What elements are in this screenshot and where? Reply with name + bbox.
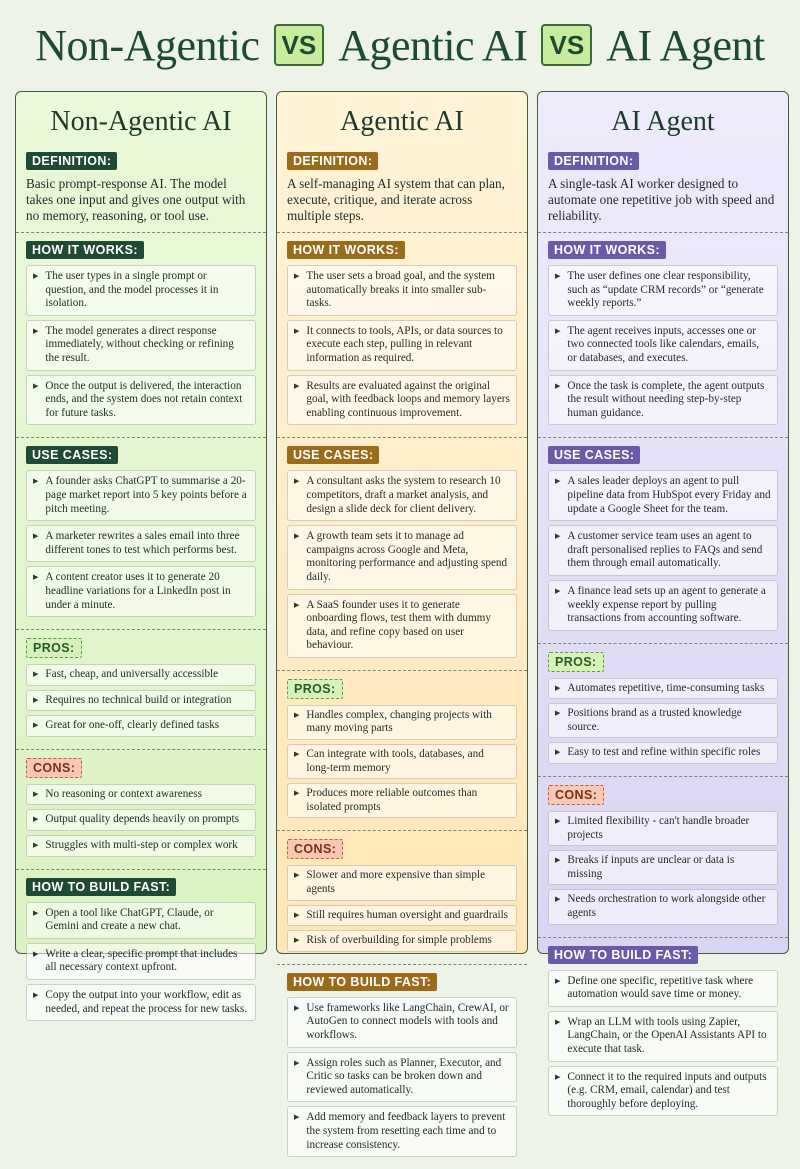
triangle-bullet-icon: ▶: [294, 910, 300, 919]
triangle-bullet-icon: ▶: [555, 817, 561, 826]
use-cases-label: USE CASES:: [548, 446, 640, 464]
triangle-bullet-icon: ▶: [33, 949, 39, 958]
list-item-text: Still requires human oversight and guardrails: [306, 908, 509, 921]
list-item: [26, 470, 256, 521]
list-item-text: A customer service team uses an agent to draft personalised replies to FAQs and send them through email automatically.: [567, 530, 763, 570]
triangle-bullet-icon: ▶: [555, 477, 561, 486]
list-item-text: Copy the output into your workflow, edit as needed, and repeat the process for new tasks.: [45, 989, 247, 1015]
list-item-text: Struggles with multi-step or complex work: [45, 839, 238, 852]
list-item-text: Breaks if inputs are unclear or data is missing: [567, 854, 735, 880]
list-item: [26, 835, 256, 857]
list-item-text: Define one specific, repetitive task where automation would save time or money.: [567, 974, 754, 1001]
list-item-text: Easy to test and refine within specific roles: [567, 746, 761, 759]
list-item: [287, 525, 517, 589]
list-item-text: A founder asks ChatGPT to summarise a 20-page market report into 5 key points before a pitch meeting.: [45, 475, 247, 515]
list-item: [548, 320, 778, 371]
list-item: [548, 1011, 778, 1062]
triangle-bullet-icon: ▶: [555, 381, 561, 390]
list-item: [548, 811, 778, 846]
list-item: [26, 984, 256, 1021]
list-item-text: A SaaS founder uses it to generate onboarding flows, test them with dummy data, and refine copy based on user behaviour.: [306, 598, 491, 652]
list-item: [26, 525, 256, 562]
list-item: [548, 265, 778, 316]
list-item-text: A finance lead sets up an agent to generate a weekly expense report by pulling transactions from accounting software.: [567, 584, 766, 625]
triangle-bullet-icon: ▶: [33, 815, 39, 824]
list-item: [26, 664, 256, 686]
list-item-text: A content creator uses it to generate 20 headline variations for a LinkedIn post in under a minute.: [45, 571, 231, 611]
triangle-bullet-icon: ▶: [294, 1003, 300, 1012]
triangle-bullet-icon: ▶: [33, 670, 39, 679]
use-cases-section: [16, 438, 266, 630]
triangle-bullet-icon: ▶: [33, 381, 39, 390]
definition-section: [277, 144, 527, 233]
list-item: [26, 809, 256, 831]
list-item-text: The user types in a single prompt or question, and the model processes it in isolation.: [45, 270, 219, 310]
list-item-text: Write a clear, specific prompt that includes all necessary context upfront.: [45, 947, 238, 974]
how-to-build-fast-label: HOW TO BUILD FAST:: [548, 946, 698, 964]
list-item-text: Needs orchestration to work alongside other agents: [567, 893, 766, 920]
cons-label: CONS:: [287, 839, 343, 859]
list-item-text: Slower and more expensive than simple agents: [306, 869, 486, 896]
list-item: [26, 566, 256, 617]
list-item: [287, 265, 517, 316]
list-item-text: Use frameworks like LangChain, CrewAI, or AutoGen to connect models with tools and workflows.: [306, 1001, 509, 1041]
pros-section: [538, 644, 788, 777]
definition-text: Basic prompt-response AI. The model takes one input and gives one output with no memory, reasoning, or tool use.: [26, 176, 246, 223]
column-agentic-ai: [276, 91, 528, 1151]
list-item-text: Risk of overbuilding for simple problems: [306, 934, 492, 947]
list-item-text: A growth team sets it to manage ad campaigns across Google and Meta, monitoring performance and adjusting spend daily.: [306, 530, 508, 583]
how-to-build-fast-section: [16, 870, 266, 1034]
how-it-works-label: HOW IT WORKS:: [548, 241, 666, 259]
how-to-build-fast-section: [538, 938, 788, 1129]
triangle-bullet-icon: ▶: [33, 272, 39, 280]
list-item-text: Connect it to the required inputs and outputs (e.g. CRM, email, calendar) and test thoroughly before deploying.: [567, 1070, 767, 1110]
triangle-bullet-icon: ▶: [555, 709, 561, 718]
list-item-text: Once the task is complete, the agent outputs the result without needing step-by-step human guidance.: [567, 379, 765, 419]
list-item-text: Wrap an LLM with tools using Zapier, LangChain, or the OpenAI Assistants API to execute that task.: [567, 1015, 767, 1055]
triangle-bullet-icon: ▶: [33, 908, 39, 917]
list-item-text: The user sets a broad goal, and the system automatically breaks it into smaller sub-tasks.: [306, 270, 495, 310]
how-it-works-section: [538, 233, 788, 438]
triangle-bullet-icon: ▶: [33, 789, 39, 798]
column-title: Agentic AI: [340, 106, 464, 137]
use-cases-section: [277, 438, 527, 671]
list-item: [548, 525, 778, 576]
list-item-text: The agent receives inputs, accesses one or two connected tools like calendars, emails, or databases, and executes.: [567, 324, 760, 364]
list-item: [287, 470, 517, 521]
how-it-works-label: HOW IT WORKS:: [26, 241, 144, 259]
triangle-bullet-icon: ▶: [33, 695, 39, 704]
vs-badge: VS: [541, 24, 592, 66]
list-item: [287, 320, 517, 371]
triangle-bullet-icon: ▶: [555, 1017, 561, 1026]
pros-section: [16, 630, 266, 750]
how-to-build-fast-section: [277, 965, 527, 1169]
list-item-text: No reasoning or context awareness: [45, 787, 202, 800]
triangle-bullet-icon: ▶: [294, 1058, 300, 1067]
triangle-bullet-icon: ▶: [294, 326, 300, 335]
definition-section: [538, 144, 788, 233]
list-item: [287, 783, 517, 818]
triangle-bullet-icon: ▶: [33, 991, 39, 1000]
cons-label: CONS:: [548, 785, 604, 805]
triangle-bullet-icon: ▶: [555, 895, 561, 904]
definition-text: A self-managing AI system that can plan, execute, critique, and iterate across multiple steps.: [287, 176, 505, 223]
triangle-bullet-icon: ▶: [33, 841, 39, 850]
column-title: AI Agent: [611, 106, 715, 137]
triangle-bullet-icon: ▶: [555, 272, 561, 280]
list-item-text: Once the output is delivered, the interaction ends, and the system does not retain context for future tasks.: [45, 379, 243, 419]
column-ai-agent: [537, 91, 789, 1110]
triangle-bullet-icon: ▶: [294, 381, 300, 390]
pros-label: PROS:: [26, 638, 82, 658]
cons-section: [277, 831, 527, 964]
triangle-bullet-icon: ▶: [294, 871, 300, 880]
list-item-text: A sales leader deploys an agent to pull pipeline data from HubSpot every Friday and update a Google Sheet for the team.: [567, 475, 771, 515]
triangle-bullet-icon: ▶: [555, 683, 561, 692]
list-item: [287, 1052, 517, 1103]
triangle-bullet-icon: ▶: [33, 326, 39, 335]
definition-section: [16, 144, 266, 233]
list-item: [287, 1106, 517, 1157]
list-item-text: Add memory and feedback layers to prevent the system from resetting each time and to increase consistency.: [306, 1111, 506, 1151]
list-item: [26, 265, 256, 316]
list-item: [548, 580, 778, 631]
triangle-bullet-icon: ▶: [555, 326, 561, 335]
list-item: [287, 705, 517, 740]
triangle-bullet-icon: ▶: [294, 789, 300, 798]
list-item: [287, 375, 517, 426]
use-cases-section: [538, 438, 788, 643]
list-item: [287, 905, 517, 927]
list-item: [548, 850, 778, 885]
cons-section: [16, 750, 266, 870]
page-header: [0, 14, 800, 76]
list-item: [548, 375, 778, 426]
pros-section: [277, 671, 527, 832]
list-item: [548, 470, 778, 521]
list-item-text: Produces more reliable outcomes than isolated prompts: [306, 787, 478, 813]
list-item: [26, 902, 256, 939]
title-ai-agent: AI Agent: [606, 20, 765, 70]
triangle-bullet-icon: ▶: [294, 600, 300, 609]
list-item-text: Can integrate with tools, databases, and long-term memory: [306, 748, 484, 774]
list-item-text: A marketer rewrites a sales email into three different tones to test which performs best.: [45, 530, 240, 556]
how-it-works-section: [277, 233, 527, 438]
list-item: [287, 744, 517, 779]
list-item-text: Assign roles such as Planner, Executor, and Critic so tasks can be broken down and reviewed automatically.: [306, 1056, 502, 1096]
triangle-bullet-icon: ▶: [294, 1113, 300, 1122]
list-item-text: It connects to tools, APIs, or data sources to execute each step, pulling in relevant information as required.: [306, 324, 503, 364]
triangle-bullet-icon: ▶: [555, 856, 561, 865]
pros-label: PROS:: [287, 679, 343, 699]
list-item-text: Handles complex, changing projects with many moving parts: [306, 708, 492, 735]
vs-badge: VS: [274, 24, 325, 66]
triangle-bullet-icon: ▶: [294, 936, 300, 945]
triangle-bullet-icon: ▶: [294, 272, 300, 280]
triangle-bullet-icon: ▶: [33, 721, 39, 730]
how-to-build-fast-label: HOW TO BUILD FAST:: [26, 878, 176, 896]
list-item: [548, 889, 778, 924]
definition-label: DEFINITION:: [26, 152, 117, 170]
use-cases-label: USE CASES:: [287, 446, 379, 464]
list-item-text: Fast, cheap, and universally accessible: [45, 668, 219, 681]
list-item-text: Requires no technical build or integration: [45, 693, 232, 706]
triangle-bullet-icon: ▶: [294, 710, 300, 719]
definition-label: DEFINITION:: [548, 152, 639, 170]
triangle-bullet-icon: ▶: [33, 532, 39, 541]
triangle-bullet-icon: ▶: [294, 477, 300, 486]
pros-label: PROS:: [548, 652, 604, 672]
list-item: [26, 375, 256, 426]
triangle-bullet-icon: ▶: [555, 976, 561, 985]
triangle-bullet-icon: ▶: [555, 586, 561, 595]
triangle-bullet-icon: ▶: [33, 573, 39, 582]
list-item-text: Great for one-off, clearly defined tasks: [45, 719, 220, 732]
list-item-text: The user defines one clear responsibility, such as “update CRM records” or “generate weekly reports.”: [567, 270, 764, 310]
list-item: [287, 930, 517, 952]
triangle-bullet-icon: ▶: [294, 532, 300, 541]
list-item: [548, 1066, 778, 1117]
list-item-text: Results are evaluated against the original goal, with feedback loops and memory layers enabling continuous improvement.: [306, 379, 510, 419]
list-item-text: Automates repetitive, time-consuming tasks: [567, 681, 765, 694]
title-non-agentic: Non-Agentic: [35, 20, 260, 70]
cons-section: [538, 777, 788, 938]
list-item: [287, 865, 517, 900]
list-item: [26, 320, 256, 371]
list-item: [548, 703, 778, 738]
column-non-agentic: [15, 91, 267, 1015]
triangle-bullet-icon: ▶: [555, 1072, 561, 1081]
list-item-text: Positions brand as a trusted knowledge source.: [567, 707, 742, 733]
list-item: [548, 742, 778, 764]
how-to-build-fast-label: HOW TO BUILD FAST:: [287, 973, 437, 991]
cons-label: CONS:: [26, 758, 82, 778]
list-item: [26, 784, 256, 806]
use-cases-label: USE CASES:: [26, 446, 118, 464]
list-item-text: Open a tool like ChatGPT, Claude, or Gemini and create a new chat.: [45, 906, 214, 933]
list-item: [287, 594, 517, 658]
definition-label: DEFINITION:: [287, 152, 378, 170]
how-it-works-label: HOW IT WORKS:: [287, 241, 405, 259]
title-agentic-ai: Agentic AI: [338, 20, 528, 70]
list-item-text: Limited flexibility - can't handle broader projects: [567, 815, 750, 841]
list-item: [26, 715, 256, 737]
triangle-bullet-icon: ▶: [555, 532, 561, 541]
list-item-text: The model generates a direct response immediately, without checking or refining the result.: [45, 324, 234, 364]
list-item: [26, 690, 256, 712]
triangle-bullet-icon: ▶: [33, 477, 39, 486]
column-title: Non-Agentic AI: [50, 106, 232, 137]
triangle-bullet-icon: ▶: [555, 748, 561, 757]
list-item-text: A consultant asks the system to research 10 competitors, draft a market analysis, and design a slide deck for client delivery.: [306, 475, 501, 515]
definition-text: A single-task AI worker designed to automate one repetitive job with speed and reliability.: [548, 176, 775, 223]
list-item: [26, 943, 256, 980]
how-it-works-section: [16, 233, 266, 438]
list-item: [287, 997, 517, 1048]
triangle-bullet-icon: ▶: [294, 750, 300, 759]
list-item: [548, 678, 778, 700]
list-item: [548, 970, 778, 1007]
list-item-text: Output quality depends heavily on prompts: [45, 813, 239, 826]
